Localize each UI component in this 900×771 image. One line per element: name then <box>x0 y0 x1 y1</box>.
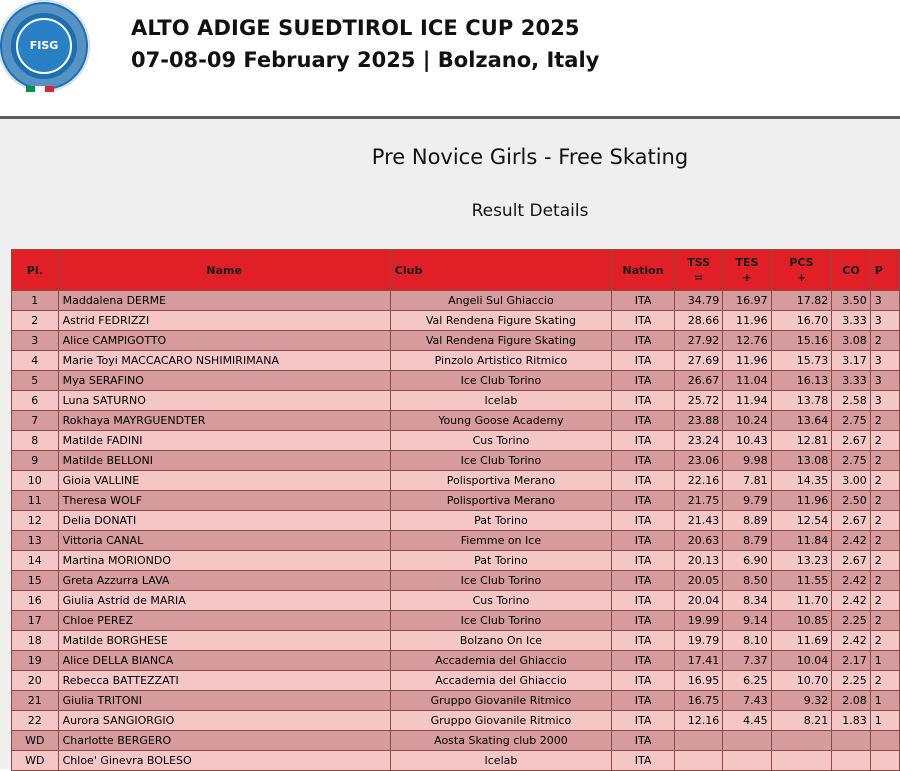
place-cell: 18 <box>12 631 59 651</box>
tes-cell: 8.10 <box>723 631 771 651</box>
tss-cell: 25.72 <box>674 391 722 411</box>
co-cell: 3.33 <box>832 311 870 331</box>
next-cell: 3 <box>870 351 899 371</box>
tss-cell: 20.05 <box>674 571 722 591</box>
fisg-logo <box>0 0 90 92</box>
nation-cell: ITA <box>612 731 675 751</box>
results-body <box>12 291 900 771</box>
column-header-name[interactable]: Name <box>58 250 390 291</box>
pcs-cell: 10.04 <box>771 651 832 671</box>
name-cell: Greta Azzurra LAVA <box>58 571 390 591</box>
table-row[interactable] <box>12 491 900 511</box>
table-row[interactable] <box>12 691 900 711</box>
tss-cell: 27.92 <box>674 331 722 351</box>
pcs-label: PCS <box>789 256 814 269</box>
co-cell: 2.67 <box>832 511 870 531</box>
co-cell: 3.00 <box>832 471 870 491</box>
name-cell: Luna SATURNO <box>58 391 390 411</box>
name-cell: Aurora SANGIORGIO <box>58 711 390 731</box>
column-header-tes[interactable] <box>723 250 771 291</box>
name-cell: Rokhaya MAYRGUENDTER <box>58 411 390 431</box>
section-title: Result Details <box>471 201 589 221</box>
co-cell: 2.75 <box>832 451 870 471</box>
column-header-tss[interactable] <box>674 250 722 291</box>
table-row[interactable] <box>12 651 900 671</box>
place-cell: WD <box>12 751 59 771</box>
tes-cell: 9.14 <box>723 611 771 631</box>
co-cell: 3.50 <box>832 291 870 311</box>
co-cell: 2.08 <box>832 691 870 711</box>
tss-cell: 20.63 <box>674 531 722 551</box>
table-row[interactable] <box>12 751 900 771</box>
event-title: Pre Novice Girls - Free Skating <box>371 145 689 169</box>
competition-title: ALTO ADIGE SUEDTIROL ICE CUP 2025 <box>131 16 580 40</box>
co-cell: 2.42 <box>832 631 870 651</box>
tss-cell: 23.88 <box>674 411 722 431</box>
name-cell: Alice DELLA BIANCA <box>58 651 390 671</box>
place-cell: 13 <box>12 531 59 551</box>
results-section <box>0 119 900 769</box>
table-row[interactable] <box>12 531 900 551</box>
pcs-cell: 10.85 <box>771 611 832 631</box>
table-row[interactable] <box>12 431 900 451</box>
next-cell <box>870 751 899 771</box>
club-cell: Pat Torino <box>390 551 611 571</box>
club-cell: Cus Torino <box>390 591 611 611</box>
nation-cell: ITA <box>612 311 675 331</box>
pcs-cell: 9.32 <box>771 691 832 711</box>
nation-cell: ITA <box>612 711 675 731</box>
co-cell: 2.67 <box>832 431 870 451</box>
co-cell: 3.33 <box>832 371 870 391</box>
pcs-symbol: + <box>796 271 807 284</box>
place-cell: 3 <box>12 331 59 351</box>
pcs-cell: 11.55 <box>771 571 832 591</box>
place-cell: 10 <box>12 471 59 491</box>
tss-cell: 23.06 <box>674 451 722 471</box>
nation-cell: ITA <box>612 411 675 431</box>
tes-cell: 6.90 <box>723 551 771 571</box>
next-cell: 3 <box>870 291 899 311</box>
nation-cell: ITA <box>612 691 675 711</box>
co-cell: 3.08 <box>832 331 870 351</box>
co-cell <box>832 731 870 751</box>
table-row[interactable] <box>12 731 900 751</box>
club-cell: Ice Club Torino <box>390 451 611 471</box>
club-cell: Accademia del Ghiaccio <box>390 671 611 691</box>
table-row[interactable] <box>12 671 900 691</box>
pcs-cell: 15.73 <box>771 351 832 371</box>
next-cell <box>870 731 899 751</box>
logo-emblem <box>16 18 72 74</box>
tss-cell: 12.16 <box>674 711 722 731</box>
nation-cell: ITA <box>612 591 675 611</box>
tes-symbol: + <box>742 271 752 284</box>
place-cell: WD <box>12 731 59 751</box>
tes-cell: 11.96 <box>723 311 771 331</box>
tes-cell: 9.79 <box>723 491 771 511</box>
nation-cell: ITA <box>612 671 675 691</box>
next-cell: 2 <box>870 551 899 571</box>
name-cell: Alice CAMPIGOTTO <box>58 331 390 351</box>
next-cell: 2 <box>870 531 899 551</box>
nation-cell: ITA <box>612 751 675 771</box>
co-cell: 3.17 <box>832 351 870 371</box>
club-cell: Cus Torino <box>390 431 611 451</box>
nation-cell: ITA <box>612 471 675 491</box>
co-cell: 2.42 <box>832 531 870 551</box>
tes-cell: 8.50 <box>723 571 771 591</box>
club-cell: Young Goose Academy <box>390 411 611 431</box>
place-cell: 17 <box>12 611 59 631</box>
nation-cell: ITA <box>612 451 675 471</box>
place-cell: 6 <box>12 391 59 411</box>
pcs-cell: 16.70 <box>771 311 832 331</box>
tss-cell: 20.13 <box>674 551 722 571</box>
next-cell: 2 <box>870 591 899 611</box>
club-cell: Bolzano On Ice <box>390 631 611 651</box>
club-cell: Accademia del Ghiaccio <box>390 651 611 671</box>
place-cell: 20 <box>12 671 59 691</box>
co-cell: 2.67 <box>832 551 870 571</box>
tes-cell: 7.81 <box>723 471 771 491</box>
place-cell: 11 <box>12 491 59 511</box>
tss-cell: 34.79 <box>674 291 722 311</box>
pcs-cell: 16.13 <box>771 371 832 391</box>
club-cell: Gruppo Giovanile Ritmico <box>390 711 611 731</box>
co-cell: 2.42 <box>832 591 870 611</box>
tss-symbol: = <box>694 271 704 284</box>
nation-cell: ITA <box>612 491 675 511</box>
pcs-cell: 13.64 <box>771 411 832 431</box>
next-cell: 1 <box>870 711 899 731</box>
tes-cell: 10.43 <box>723 431 771 451</box>
table-row[interactable] <box>12 351 900 371</box>
table-row[interactable] <box>12 511 900 531</box>
tss-cell: 27.69 <box>674 351 722 371</box>
pcs-cell: 13.78 <box>771 391 832 411</box>
pcs-cell: 15.16 <box>771 331 832 351</box>
name-cell: Giulia TRITONI <box>58 691 390 711</box>
nation-cell: ITA <box>612 551 675 571</box>
place-cell: 15 <box>12 571 59 591</box>
table-row[interactable] <box>12 631 900 651</box>
table-row[interactable] <box>12 451 900 471</box>
club-cell: Val Rendena Figure Skating <box>390 331 611 351</box>
tss-cell: 16.95 <box>674 671 722 691</box>
club-cell: Icelab <box>390 751 611 771</box>
table-row[interactable] <box>12 411 900 431</box>
table-row[interactable] <box>12 371 900 391</box>
pcs-cell: 10.70 <box>771 671 832 691</box>
results-table <box>11 249 900 771</box>
tes-cell <box>723 751 771 771</box>
next-cell: 2 <box>870 511 899 531</box>
pcs-cell: 14.35 <box>771 471 832 491</box>
tss-cell: 22.16 <box>674 471 722 491</box>
name-cell: Theresa WOLF <box>58 491 390 511</box>
tss-cell: 16.75 <box>674 691 722 711</box>
name-cell: Chloe' Ginevra BOLESO <box>58 751 390 771</box>
name-cell: Gioia VALLINE <box>58 471 390 491</box>
place-cell: 4 <box>12 351 59 371</box>
next-cell: 2 <box>870 631 899 651</box>
name-cell: Mya SERAFINO <box>58 371 390 391</box>
page-header <box>0 0 900 116</box>
tes-cell: 7.43 <box>723 691 771 711</box>
place-cell: 7 <box>12 411 59 431</box>
place-cell: 12 <box>12 511 59 531</box>
table-row[interactable] <box>12 551 900 571</box>
co-cell: 2.58 <box>832 391 870 411</box>
tss-cell: 26.67 <box>674 371 722 391</box>
next-cell: 2 <box>870 611 899 631</box>
tes-cell: 8.34 <box>723 591 771 611</box>
pcs-cell: 13.08 <box>771 451 832 471</box>
nation-cell: ITA <box>612 531 675 551</box>
name-cell: Giulia Astrid de MARIA <box>58 591 390 611</box>
column-header-nation[interactable]: Nation <box>612 250 675 291</box>
place-cell: 16 <box>12 591 59 611</box>
club-cell: Gruppo Giovanile Ritmico <box>390 691 611 711</box>
club-cell: Polisportiva Merano <box>390 471 611 491</box>
pcs-cell: 11.70 <box>771 591 832 611</box>
nation-cell: ITA <box>612 391 675 411</box>
nation-cell: ITA <box>612 351 675 371</box>
tes-cell: 12.76 <box>723 331 771 351</box>
place-cell: 8 <box>12 431 59 451</box>
italian-flag-icon <box>26 86 54 92</box>
tes-cell: 9.98 <box>723 451 771 471</box>
column-header-next[interactable]: P <box>870 250 899 291</box>
table-row[interactable] <box>12 331 900 351</box>
name-cell: Rebecca BATTEZZATI <box>58 671 390 691</box>
name-cell: Matilde FADINI <box>58 431 390 451</box>
table-header-row <box>12 250 900 291</box>
place-cell: 14 <box>12 551 59 571</box>
tss-cell: 21.75 <box>674 491 722 511</box>
column-header-place[interactable]: Pl. <box>12 250 59 291</box>
tes-cell: 8.79 <box>723 531 771 551</box>
place-cell: 1 <box>12 291 59 311</box>
co-cell: 2.50 <box>832 491 870 511</box>
table-row[interactable] <box>12 291 900 311</box>
next-cell: 2 <box>870 331 899 351</box>
name-cell: Matilde BORGHESE <box>58 631 390 651</box>
pcs-cell: 8.21 <box>771 711 832 731</box>
next-cell: 3 <box>870 311 899 331</box>
next-cell: 2 <box>870 671 899 691</box>
next-cell: 3 <box>870 371 899 391</box>
club-cell: Val Rendena Figure Skating <box>390 311 611 331</box>
club-cell: Ice Club Torino <box>390 611 611 631</box>
pcs-cell: 11.96 <box>771 491 832 511</box>
co-cell <box>832 751 870 771</box>
club-cell: Fiemme on Ice <box>390 531 611 551</box>
nation-cell: ITA <box>612 571 675 591</box>
next-cell: 2 <box>870 471 899 491</box>
next-cell: 2 <box>870 571 899 591</box>
tes-cell: 8.89 <box>723 511 771 531</box>
pcs-cell: 12.81 <box>771 431 832 451</box>
pcs-cell: 11.69 <box>771 631 832 651</box>
club-cell: Icelab <box>390 391 611 411</box>
next-cell: 2 <box>870 451 899 471</box>
name-cell: Charlotte BERGERO <box>58 731 390 751</box>
name-cell: Marie Toyi MACCACARO NSHIMIRIMANA <box>58 351 390 371</box>
place-cell: 21 <box>12 691 59 711</box>
pcs-cell <box>771 751 832 771</box>
tes-cell <box>723 731 771 751</box>
club-cell: Ice Club Torino <box>390 571 611 591</box>
table-row[interactable] <box>12 611 900 631</box>
tss-label: TSS <box>687 256 711 269</box>
column-header-pcs[interactable] <box>771 250 832 291</box>
club-cell: Polisportiva Merano <box>390 491 611 511</box>
place-cell: 22 <box>12 711 59 731</box>
nation-cell: ITA <box>612 331 675 351</box>
co-cell: 1.83 <box>832 711 870 731</box>
column-header-co[interactable]: CO <box>832 250 870 291</box>
co-cell: 2.42 <box>832 571 870 591</box>
column-header-club[interactable]: Club <box>390 250 611 291</box>
name-cell: Chloe PEREZ <box>58 611 390 631</box>
table-row[interactable] <box>12 591 900 611</box>
table-row[interactable] <box>12 471 900 491</box>
pcs-cell: 11.84 <box>771 531 832 551</box>
place-cell: 9 <box>12 451 59 471</box>
tss-cell: 20.04 <box>674 591 722 611</box>
place-cell: 2 <box>12 311 59 331</box>
tes-cell: 6.25 <box>723 671 771 691</box>
place-cell: 5 <box>12 371 59 391</box>
pcs-cell: 13.23 <box>771 551 832 571</box>
pcs-cell: 12.54 <box>771 511 832 531</box>
co-cell: 2.25 <box>832 611 870 631</box>
nation-cell: ITA <box>612 631 675 651</box>
table-row[interactable] <box>12 391 900 411</box>
tes-cell: 7.37 <box>723 651 771 671</box>
name-cell: Delia DONATI <box>58 511 390 531</box>
nation-cell: ITA <box>612 431 675 451</box>
name-cell: Vittoria CANAL <box>58 531 390 551</box>
name-cell: Martina MORIONDO <box>58 551 390 571</box>
next-cell: 2 <box>870 491 899 511</box>
club-cell: Pinzolo Artistico Ritmico <box>390 351 611 371</box>
tss-cell: 17.41 <box>674 651 722 671</box>
co-cell: 2.17 <box>832 651 870 671</box>
tss-cell: 19.79 <box>674 631 722 651</box>
competition-dates-location: 07-08-09 February 2025 | Bolzano, Italy <box>131 48 600 72</box>
next-cell: 3 <box>870 391 899 411</box>
nation-cell: ITA <box>612 651 675 671</box>
tss-cell: 21.43 <box>674 511 722 531</box>
tss-cell <box>674 751 722 771</box>
tes-cell: 10.24 <box>723 411 771 431</box>
tes-cell: 4.45 <box>723 711 771 731</box>
nation-cell: ITA <box>612 511 675 531</box>
next-cell: 1 <box>870 651 899 671</box>
tes-label: TES <box>735 256 759 269</box>
next-cell: 2 <box>870 411 899 431</box>
club-cell: Aosta Skating club 2000 <box>390 731 611 751</box>
nation-cell: ITA <box>612 371 675 391</box>
tss-cell: 23.24 <box>674 431 722 451</box>
tss-cell: 28.66 <box>674 311 722 331</box>
place-cell: 19 <box>12 651 59 671</box>
logo-text: FISG <box>29 39 59 52</box>
co-cell: 2.25 <box>832 671 870 691</box>
tss-cell <box>674 731 722 751</box>
next-cell: 2 <box>870 431 899 451</box>
name-cell: Matilde BELLONI <box>58 451 390 471</box>
table-row[interactable] <box>12 571 900 591</box>
next-cell: 1 <box>870 691 899 711</box>
tss-cell: 19.99 <box>674 611 722 631</box>
tes-cell: 16.97 <box>723 291 771 311</box>
club-cell: Angeli Sul Ghiaccio <box>390 291 611 311</box>
nation-cell: ITA <box>612 291 675 311</box>
tes-cell: 11.96 <box>723 351 771 371</box>
name-cell: Astrid FEDRIZZI <box>58 311 390 331</box>
club-cell: Pat Torino <box>390 511 611 531</box>
pcs-cell: 17.82 <box>771 291 832 311</box>
table-row[interactable] <box>12 711 900 731</box>
tes-cell: 11.94 <box>723 391 771 411</box>
nation-cell: ITA <box>612 611 675 631</box>
club-cell: Ice Club Torino <box>390 371 611 391</box>
pcs-cell <box>771 731 832 751</box>
tes-cell: 11.04 <box>723 371 771 391</box>
co-cell: 2.75 <box>832 411 870 431</box>
table-row[interactable] <box>12 311 900 331</box>
name-cell: Maddalena DERME <box>58 291 390 311</box>
